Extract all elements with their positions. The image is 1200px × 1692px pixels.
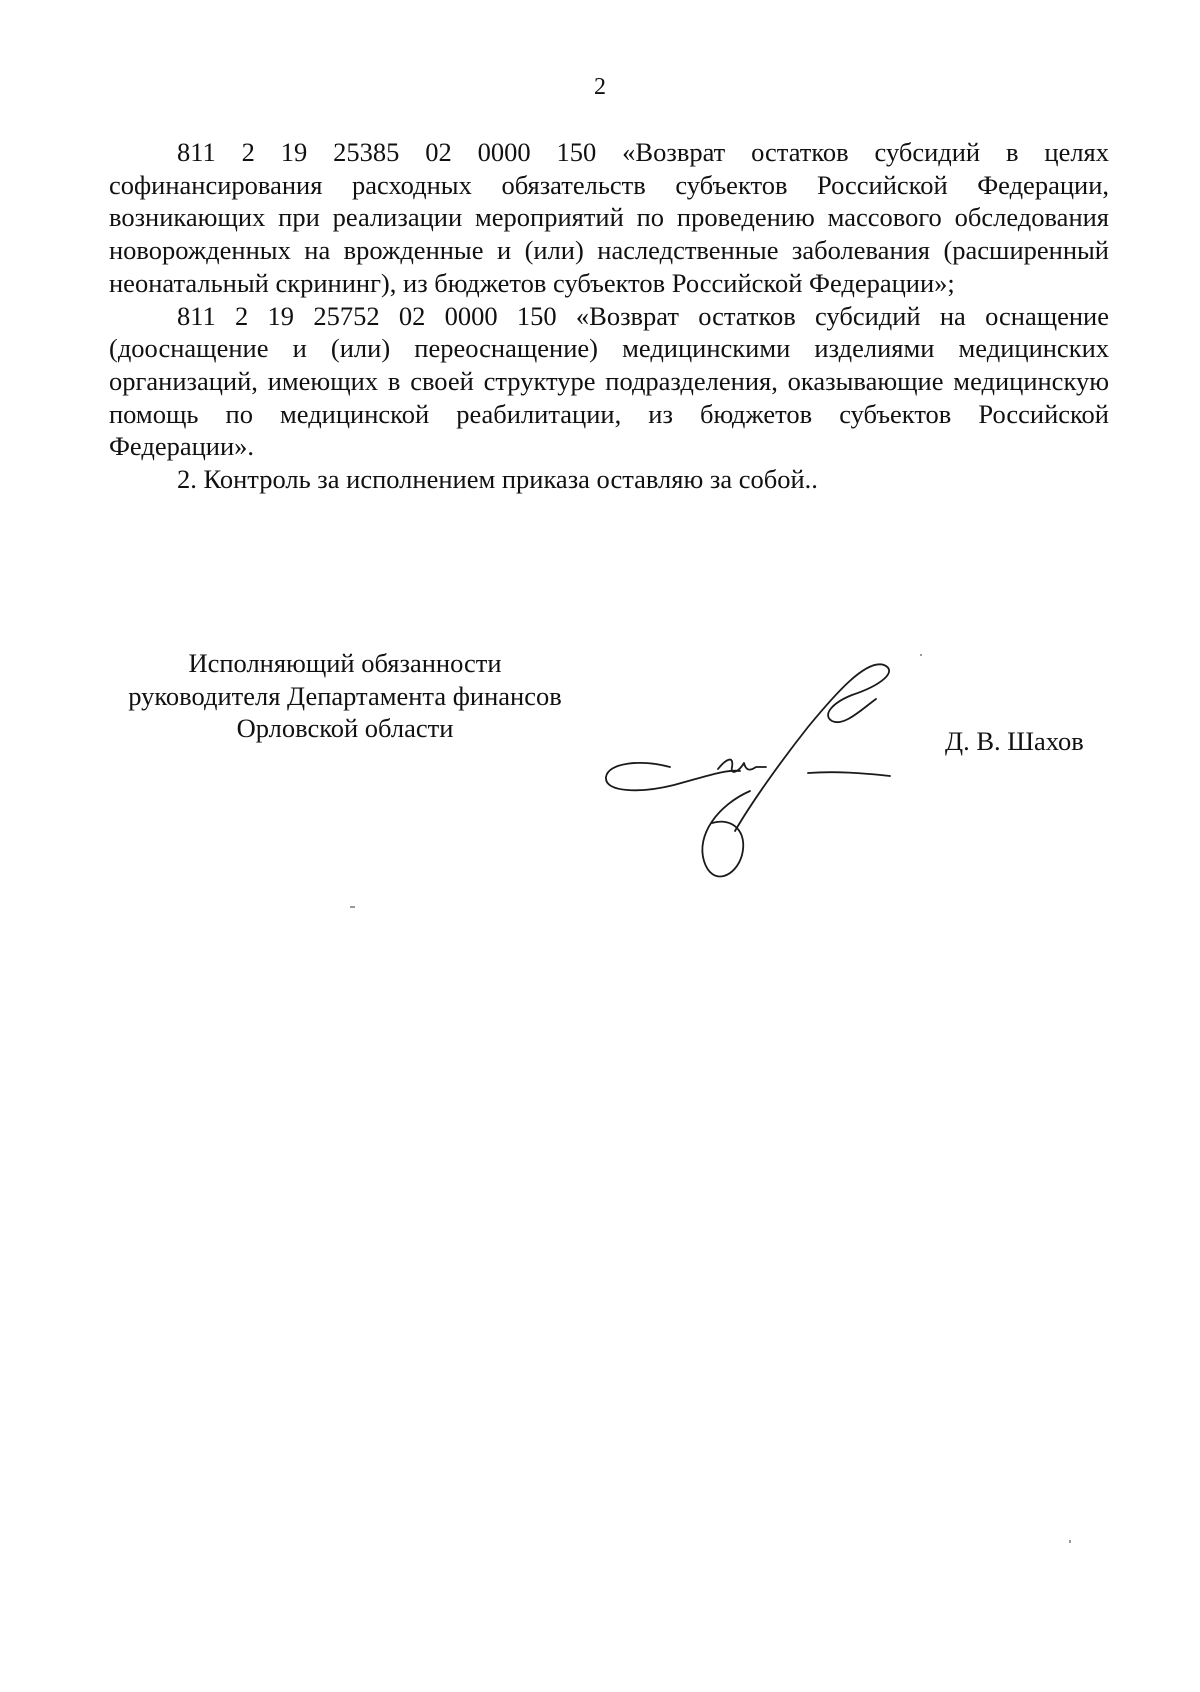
signatory-position-line: Орловской области: [236, 713, 454, 743]
document-body: [109, 136, 1109, 496]
signatory-position-line: руководителя Департамента финансов: [128, 680, 562, 711]
page-number: 2: [594, 74, 606, 100]
scan-speck: [1069, 1540, 1071, 1543]
handwritten-signature-icon: [600, 655, 930, 895]
paragraph-kbk-25752: 811 2 19 25752 02 0000 150 «Возврат остатков субсидий на оснащение (дооснащение и (или) переоснащение) медицинскими изделиями медицинских организаций, имеющих в своей структуре подразделения, оказывающие медицинскую помощь по медицинской реабилитации, из бюджетов субъектов Российской Федерации».: [109, 300, 1109, 462]
scan-speck: [350, 906, 355, 908]
signer-name: Д. В. Шахов: [945, 726, 1084, 756]
signatory-position-line: Исполняющий обязанности: [188, 648, 502, 678]
signatory-position: [100, 647, 590, 745]
scan-speck: [920, 654, 922, 656]
paragraph-kbk-25385: 811 2 19 25385 02 0000 150 «Возврат остатков субсидий в целях софинансирования расходных обязательств субъектов Российской Федерации, возникающих при реализации мероприятий по проведению массового обследования новорожденных на врожденные и (или) наследственные заболевания (расширенный неонатальный скрининг), из бюджетов субъектов Российской Федерации»;: [109, 137, 1109, 298]
paragraph-control: 2. Контроль за исполнением приказа оставляю за собой..: [177, 464, 818, 495]
